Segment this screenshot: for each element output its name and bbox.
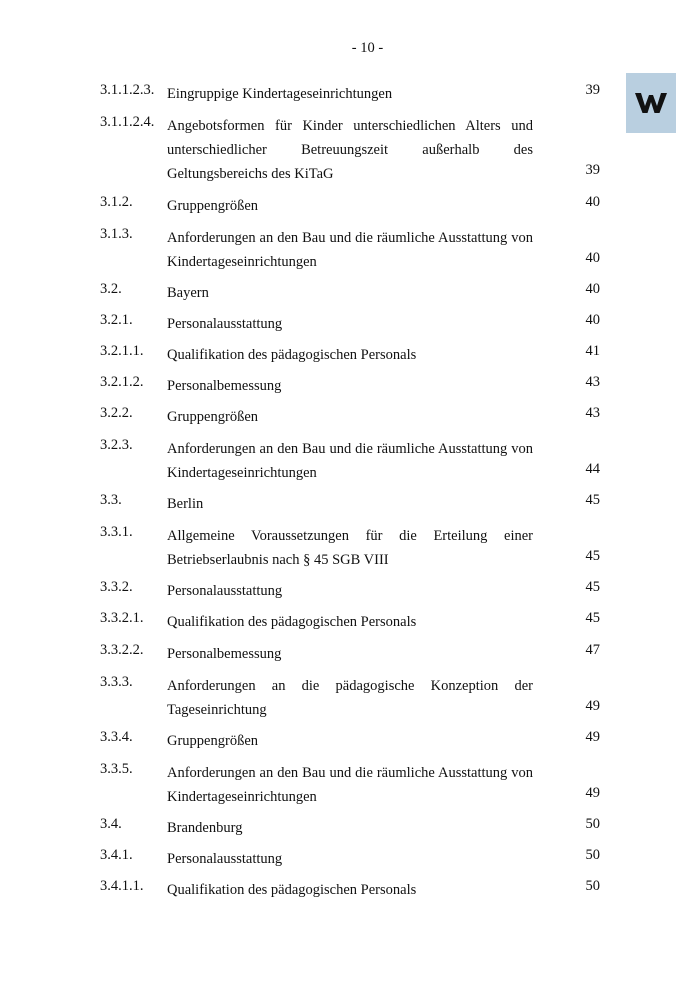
toc-entry-title-line: Gruppengrößen [167,733,259,749]
toc-entry-page: 49 [585,729,600,745]
toc-entry-title-line: Anforderungen an die pädagogische Konzeption der [167,678,533,694]
toc-entry-number: 3.3.3. [100,674,133,690]
toc-entry-number: 3.3.5. [100,761,133,777]
toc-entry-page: 40 [585,312,600,328]
toc-entry-title [167,114,533,186]
toc-entry-title-line: Bayern [167,285,209,301]
toc-entry-title [167,878,533,902]
toc-entry-title [167,194,533,218]
toc-entry-number: 3.2.1.2. [100,374,144,390]
toc-entry-number: 3.3.2. [100,579,133,595]
toc-entry-page: 49 [585,785,600,801]
toc-entry-title [167,674,533,722]
toc-entry-page: 39 [585,82,600,98]
toc-entry-title-line: Angebotsformen für Kinder unterschiedlichen Alters und [167,118,533,134]
toc-entry-number: 3.2. [100,281,122,297]
toc-entry-title-line: Gruppengrößen [167,409,259,425]
toc-entry-title-line: Personalausstattung [167,583,283,599]
toc-entry-title [167,642,533,666]
toc-entry-title-line: Geltungsbereichs des KiTaG [167,166,334,182]
toc-entry-number: 3.1.1.2.4. [100,114,155,130]
toc-entry-title [167,312,533,336]
toc-entry-title [167,492,533,516]
toc-entry-page: 50 [585,878,600,894]
toc-entry-title [167,374,533,398]
toc-entry-title-line: Personalausstattung [167,851,283,867]
toc-entry-title-line: Gruppengrößen [167,198,259,214]
toc-entry-page: 40 [585,281,600,297]
toc-entry-number: 3.2.1. [100,312,133,328]
toc-entry-page: 50 [585,847,600,863]
toc-entry-number: 3.3.4. [100,729,133,745]
toc-entry-title-line: Personalbemessung [167,378,282,394]
toc-entry-page: 43 [585,405,600,421]
toc-entry-title-line: Qualifikation des pädagogischen Personals [167,347,417,363]
toc-entry-number: 3.4. [100,816,122,832]
toc-entry-title [167,524,533,572]
toc-entry-title [167,405,533,429]
toc-entry-number: 3.2.2. [100,405,133,421]
toc-entry-title-line: Tageseinrichtung [167,702,267,718]
toc-entry-number: 3.1.1.2.3. [100,82,155,98]
toc-entry-title-line: Qualifikation des pädagogischen Personals [167,614,417,630]
toc-entry-number: 3.3. [100,492,122,508]
toc-entry-title [167,610,533,634]
toc-entry-title-line: unterschiedlicher Betreuungszeit außerhalb des [167,142,533,158]
toc-entry-title [167,281,533,305]
toc-entry-title-line: Anforderungen an den Bau und die räumliche Ausstattung von [167,765,533,781]
toc-entry-page: 45 [585,610,600,626]
toc-entry-title [167,579,533,603]
toc-entry-number: 3.4.1.1. [100,878,144,894]
toc-entry-title [167,729,533,753]
toc-entry-title-line: Personalausstattung [167,316,283,332]
toc-entry-title [167,437,533,485]
toc-entry-page: 39 [585,162,600,178]
toc-entry-title-line: Allgemeine Voraussetzungen für die Erteilung einer [167,528,533,544]
toc-entry-title [167,761,533,809]
toc-entry-page: 45 [585,548,600,564]
toc-entry-number: 3.3.2.2. [100,642,144,658]
toc-entry-title [167,343,533,367]
toc-entry-page: 50 [585,816,600,832]
toc-entry-title [167,816,533,840]
toc-entry-page: 49 [585,698,600,714]
toc-entry-title [167,82,533,106]
toc-entry-page: 40 [585,250,600,266]
toc-entry-number: 3.4.1. [100,847,133,863]
toc-entry-title-line: Brandenburg [167,820,243,836]
toc-entry-page: 47 [585,642,600,658]
toc-entry-page: 43 [585,374,600,390]
toc-entry-title-line: Anforderungen an den Bau und die räumliche Ausstattung von [167,230,533,246]
toc-entry-title [167,847,533,871]
toc-entry-title-line: Kindertageseinrichtungen [167,789,317,805]
toc-entry-number: 3.3.2.1. [100,610,144,626]
toc-entry-number: 3.2.3. [100,437,133,453]
toc-entry-title-line: Eingruppige Kindertageseinrichtungen [167,86,393,102]
toc-entry-number: 3.1.2. [100,194,133,210]
toc-entry-title-line: Kindertageseinrichtungen [167,465,317,481]
toc-entry-page: 45 [585,492,600,508]
toc-entry-page: 45 [585,579,600,595]
toc-entry-title-line: Betriebserlaubnis nach § 45 SGB VIII [167,552,389,568]
page-number: - 10 - [351,40,384,56]
toc-entry-page: 41 [585,343,600,359]
toc-entry-page: 40 [585,194,600,210]
toc-entry-number: 3.2.1.1. [100,343,144,359]
toc-entry-number: 3.1.3. [100,226,133,242]
toc-entry-title-line: Kindertageseinrichtungen [167,254,317,270]
toc-entry-title-line: Personalbemessung [167,646,282,662]
toc-entry-page: 44 [585,461,600,477]
toc-entry-title-line: Anforderungen an den Bau und die räumliche Ausstattung von [167,441,533,457]
toc-entry-title-line: Berlin [167,496,204,512]
toc-entry-title [167,226,533,274]
toc-entry-title-line: Qualifikation des pädagogischen Personals [167,882,417,898]
toc-entry-number: 3.3.1. [100,524,133,540]
